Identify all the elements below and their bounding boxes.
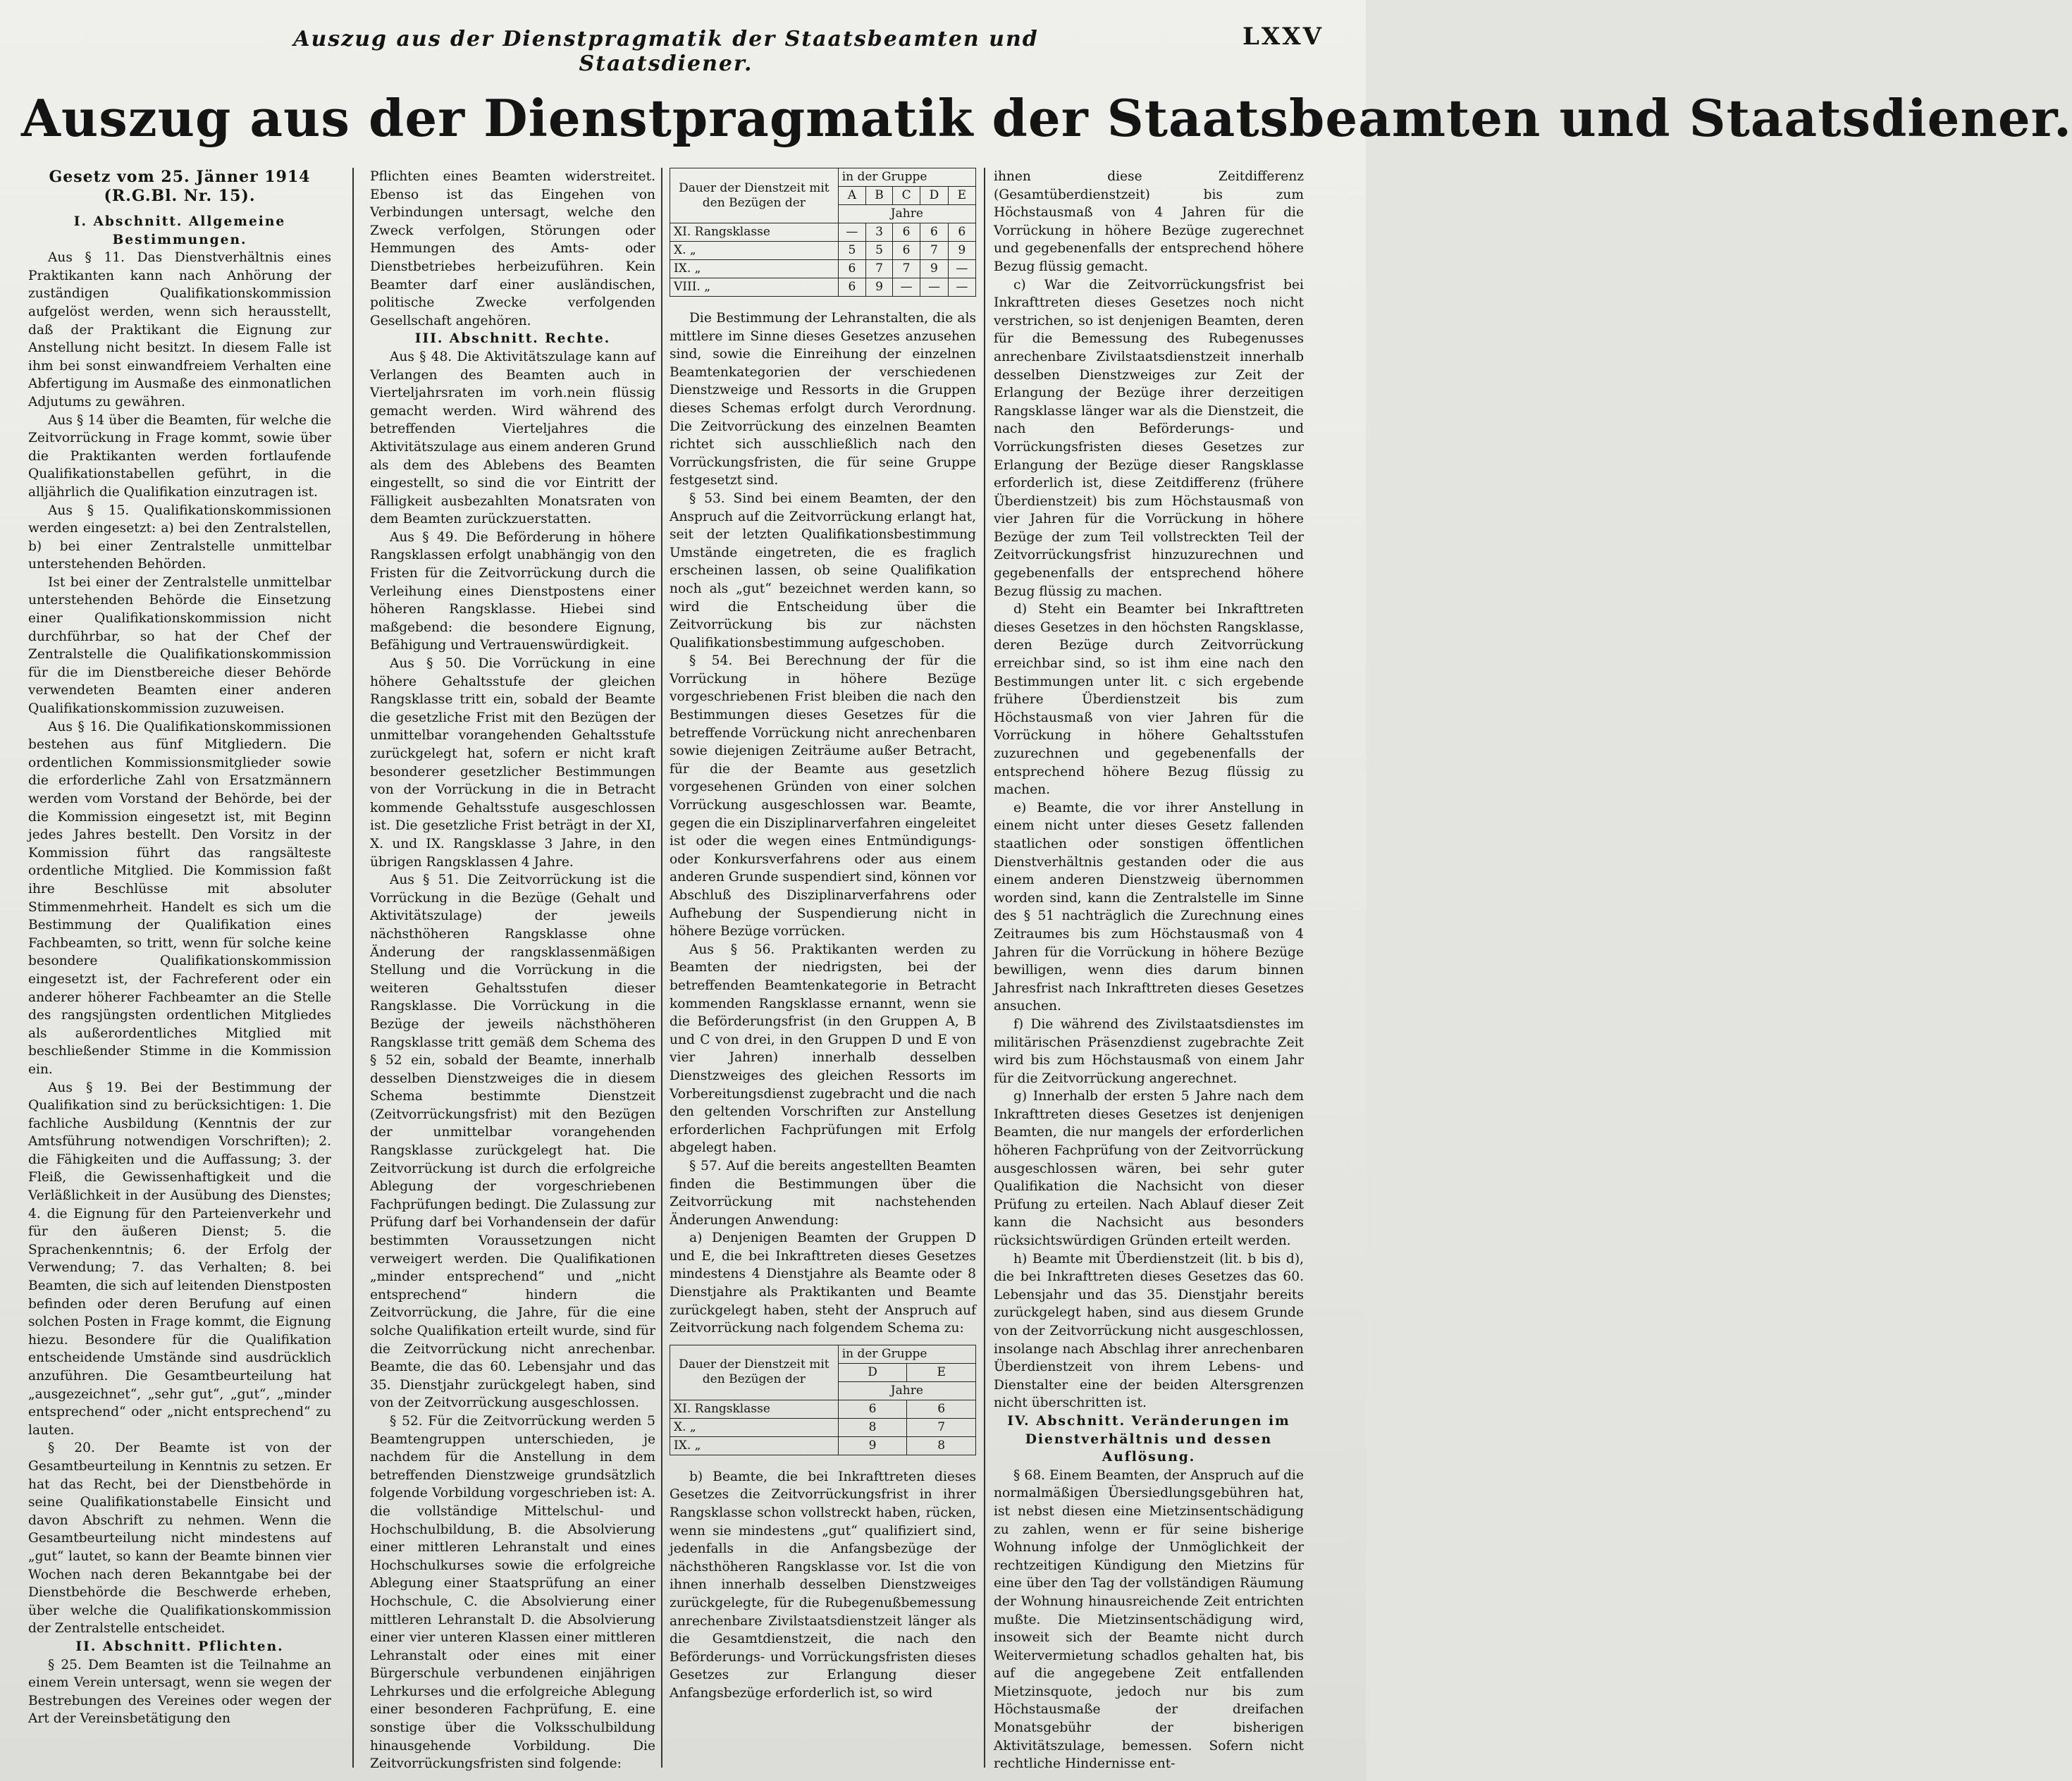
paragraph: a) Denjenigen Beamten der Gruppen D und E, die bei Inkrafttreten dieses Gesetzes mindestens 4 Dienstjahre als Beamte oder 8 Dienstjahre als Praktikanten und Beamte zurückgelegt haben, steht der Anspruch auf Zeitvorrückung nach folgendem Schema zu: (670, 1231, 976, 1336)
table-head: Jahre (838, 205, 975, 223)
table-cell: IX. „ (670, 260, 839, 278)
table-cell: 6 (838, 1400, 907, 1418)
paragraph: Ist bei einer der Zentralstelle unmittelbar unterstehenden Behörde die Einsetzung einer Qualifikationskommission nicht durchführbar, so hat der Chef der Zentralstelle die Qualifikationskommission für die im Dienstbereiche dieser Behörde verwendeten Beamten einer anderen Qualifikationskommission zuzuweisen. (28, 574, 331, 717)
table-cell: 7 (892, 260, 920, 278)
table-head: D (920, 187, 948, 205)
table-cell: 5 (838, 242, 865, 260)
paragraph: Pflichten eines Beamten widerstreitet. Ebenso ist das Eingehen von Verbindungen untersagt, welche den Zweck verfolgen, Störungen oder Hemmungen des Amts- oder Dienstbetriebes herbeizuführen. Kein Beamter darf einer ausländischen, politische Zwecke verfolgenden Gesellschaft angehören. (370, 169, 655, 328)
paragraph: § 53. Sind bei einem Beamten, der den Anspruch auf die Zeitvorrückung erlangt hat, seit der letzten Qualifikationsbestimmung Umstände eingetreten, die es fraglich erscheinen lassen, ob seine Qualifikation noch als „gut“ bezeichnet werden kann, so wird die Entscheidung über die Zeitvorrückung bis zur nächsten Qualifikationsbestimmung aufgeschoben. (670, 491, 976, 651)
paragraph: Aus § 56. Praktikanten werden zu Beamten der niedrigsten, bei der betreffenden Beamtenkategorie in Betracht kommenden Rangsklasse ernannt, wenn sie die Beförderungsfrist (in den Gruppen A, B und C von drei, in den Gruppen D und E von vier Jahren) innerhalb desselben Dienstzweiges des gleichen Ressorts im Vorbereitungsdienst zugebracht und die nach den geltenden Vorschriften zur Anstellung erforderlichen Fachprüfungen mit Erfolg abgelegt haben. (670, 942, 976, 1156)
paragraph: ihnen diese Zeitdifferenz (Gesamtüberdienstzeit) bis zum Höchstausmaß von 4 Jahren für die Vorrückung in höhere Bezüge zugerechnet und gegebenenfalls der entsprechend höhere Bezug flüssig gemacht. (994, 169, 1304, 274)
table-head: B (866, 187, 893, 205)
schedule-table-1 (670, 168, 976, 297)
table-cell: VIII. „ (670, 278, 839, 297)
paragraph: § 25. Dem Beamten ist die Teilnahme an einem Verein untersagt, wenn sie wegen der Bestrebungen des Vereines oder wegen der Art der Vereinsbetätigung den (28, 1657, 331, 1727)
table-row (670, 1436, 976, 1455)
table-cell: 8 (838, 1418, 907, 1436)
section-heading: IV. Abschnitt. Veränderungen im Dienstverhältnis und dessen Auflösung. (1007, 1413, 1290, 1465)
table-cell: — (892, 278, 920, 297)
table-cell: IX. „ (670, 1436, 839, 1455)
column-divider (984, 168, 985, 1768)
table-cell: 6 (892, 242, 920, 260)
paragraph: § 20. Der Beamte ist von der Gesamtbeurteilung in Kenntnis zu setzen. Er hat das Recht, bei der Dienstbehörde in seine Qualifikationstabelle Einsicht und davon Abschrift zu nehmen. Wenn die Gesamtbeurteilung nicht mindestens auf „gut“ lautet, so kann der Beamte binnen vier Wochen nach deren Bekanntgabe bei der Dienstbehörde die Beschwerde erheben, über welche die Qualifikationskommission der Zentralstelle entscheidet. (28, 1441, 331, 1637)
table-cell: XI. Rangsklasse (670, 223, 839, 242)
table-cell: XI. Rangsklasse (670, 1400, 839, 1418)
table-cell: 9 (920, 260, 948, 278)
section-heading: II. Abschnitt. Pflichten. (75, 1639, 284, 1654)
table-head: C (892, 187, 920, 205)
column-divider (661, 168, 662, 1768)
table-cell: 7 (866, 260, 893, 278)
table-head: in der Gruppe (838, 168, 975, 187)
paragraph: Aus § 50. Die Vorrückung in eine höhere Gehaltsstufe der gleichen Rangsklasse tritt ein, sobald der Beamte die gesetzliche Frist mit den Bezügen der unmittelbar vorangehenden Gehaltsstufe zurückgelegt hat, sofern er nicht kraft besonderer gesetzlicher Bestimmungen von der Vorrückung in die in Betracht kommende Gehaltsstufe ausgeschlossen ist. Die gesetzliche Frist beträgt in der XI, X. und IX. Rangsklasse 3 Jahre, in den übrigen Rangsklassen 4 Jahre. (370, 656, 655, 870)
paragraph: Aus § 48. Die Aktivitätszulage kann auf Verlangen des Beamten auch in Vierteljahrsraten im vorh.nein flüssig gemacht werden. Wird während des betreffenden Vierteljahres die Aktivitätszulage aus einem anderen Grund als dem des Ablebens des Beamten eingestellt, so sind die vor Eintritt der Fälligkeit ausbezahlten Monatsraten von dem Beamten zurückzuerstatten. (370, 349, 655, 527)
table-cell: 9 (838, 1436, 907, 1455)
table-cell: 6 (948, 223, 975, 242)
table-cell: 6 (892, 223, 920, 242)
table-cell: — (948, 278, 975, 297)
paragraph: § 54. Bei Berechnung der für die Vorrückung in höhere Bezüge vorgeschriebenen Frist bleiben die nach den Bestimmungen dieses Gesetzes für die betreffende Vorrückung nicht anrechenbaren sowie diejenigen Zeiträume außer Betracht, für die der Beamte aus gesetzlich vorgesehenen Gründen von einer solchen Vorrückung ausgeschlossen war. Beamte, gegen die ein Disziplinarverfahren eingeleitet ist oder die wegen eines Entmündigungs- oder Konkursverfahrens oder aus einem anderen Grunde suspendiert sind, können vor Abschluß des Disziplinarverfahrens oder Aufhebung der Suspendierung nicht in höhere Bezüge vorrücken. (670, 653, 976, 939)
table-cell: — (838, 223, 865, 242)
table-head: A (838, 187, 865, 205)
table-cell: — (920, 278, 948, 297)
table-row (670, 260, 976, 278)
paragraph: h) Beamte mit Überdienstzeit (lit. b bis d), die bei Inkrafttreten dieses Gesetzes das 60. Lebensjahr und das 35. Dienstjahr bereits zurückgelegt haben, sind aus diesem Grunde von der Zeitvorrückung nicht ausgeschlossen, insolange nach Abschlag ihrer anrechenbaren Überdienstzeit von ihrem Lebens- und Dienstalter eine der beiden Altersgrenzen nicht überschritten ist. (994, 1251, 1304, 1411)
paragraph: Aus § 15. Qualifikationskommissionen werden eingesetzt: a) bei den Zentralstellen, b) bei einer Zentralstelle unmittelbar unterstehenden Behörden. (28, 503, 331, 572)
table-cell: 7 (907, 1418, 976, 1436)
paragraph: d) Steht ein Beamter bei Inkrafttreten dieses Gesetzes in den höchsten Rangsklasse, deren Bezüge durch Zeitvorrückung erreichbar sind, so ist ihm eine nach den Bestimmungen unter lit. c sich ergebende frühere Überdienstzeit bis zum Höchstausmaß von vier Jahren für die Vorrückung in höhere Gehaltsstufen zuzurechnen und gegebenenfalls der entsprechend höhere Bezug flüssig zu machen. (994, 602, 1304, 798)
text-column-1 (28, 168, 331, 1768)
table-head: Dauer der Dienstzeit mit den Bezügen der (670, 168, 839, 223)
section-heading: I. Abschnitt. Allgemeine Bestimmungen. (73, 214, 286, 247)
paragraph: § 68. Einem Beamten, der Anspruch auf die normalmäßigen Übersiedlungsgebühren hat, ist nebst diesen eine Mietzinsentschädigung zu zahlen, wenn er für seine bisherige Wohnung infolge der Unmöglichkeit der rechtzeitigen Kündigung den Mietzins für eine über den Tag der vollständigen Räumung der Wohnung hinausreichende Zeit entrichten mußte. Die Mietzinsentschädigung wird, insoweit sich der Beamte nicht durch Weitervermietung schadlos gehalten hat, bis auf die angegebene Zeit entfallenden Mietzinsquote, jedoch nur bis zum Höchstausmaße der dreifachen Monatsgebühr der bisherigen Aktivitätszulage, bemessen. Sofern nicht rechtliche Hindernisse ent- (994, 1467, 1304, 1772)
table-cell: 6 (907, 1400, 976, 1418)
paragraph: § 57. Auf die bereits angestellten Beamten finden die Bestimmungen über die Zeitvorrückung mit nachstehenden Änderungen Anwendung: (670, 1158, 976, 1228)
page-number: LXXV (1242, 23, 1324, 51)
paragraph: g) Innerhalb der ersten 5 Jahre nach dem Inkrafttreten dieses Gesetzes ist denjenigen Beamten, die nur mangels der erforderlichen höheren Fachprüfung von der Zeitvorrückung ausgeschlossen wären, bei sehr guter Qualifikation die Nachsicht von dieser Prüfung zu erteilen. Nach Ablauf dieser Zeit kann die Nachsicht aus besonders rücksichtswürdigen Gründen erteilt werden. (994, 1089, 1304, 1249)
table-cell: X. „ (670, 242, 839, 260)
paragraph: Aus § 14 über die Beamten, für welche die Zeitvorrückung in Frage kommt, sowie über die Praktikanten werden fortlaufende Qualifikationstabellen geführt, in die alljährlich die Qualifikation einzutragen ist. (28, 412, 331, 500)
text-column-3 (670, 168, 976, 1768)
table-row (670, 278, 976, 297)
table-head: D (838, 1363, 907, 1381)
table-cell: 8 (907, 1436, 976, 1455)
column-divider (352, 168, 354, 1768)
table-cell: 9 (948, 242, 975, 260)
text-column-2 (370, 168, 655, 1772)
paragraph: Aus § 49. Die Beförderung in höhere Rangsklassen erfolgt unabhängig von den Fristen für die Zeitvorrückung durch die Verleihung eines Dienstpostens einer höheren Rangsklasse. Hiebei sind maßgebend: die besondere Eignung, Befähigung und Vertrauenswürdigkeit. (370, 529, 655, 653)
table-row (670, 223, 976, 242)
table-cell: 5 (866, 242, 893, 260)
table-cell: X. „ (670, 1418, 839, 1436)
text-column-4 (994, 168, 1304, 1772)
paragraph: Aus § 19. Bei der Bestimmung der Qualifikation sind zu berücksichtigen: 1. Die fachliche Ausbildung (Kenntnis der zur Amtsführung notwendigen Vorschriften); 2. die Fähigkeiten und die Auffassung; 3. der Fleiß, die Gewissenhaftigkeit und die Verläßlichkeit in der Ausübung des Dienstes; 4. die Eignung für den Parteienverkehr und für den äußeren Dienst; 5. die Sprachenkenntnis; 6. der Erfolg der Verwendung; 7. das Verhalten; 8. bei Beamten, die sich auf leitenden Dienstposten befinden oder deren Berufung auf einen solchen Posten in Frage kommt, die Eignung hiezu. Besondere für die Qualifikation entscheidende Umstände sind ausdrücklich anzuführen. Die Gesamtbeurteilung hat „ausgezeichnet“, „sehr gut“, „gut“, „minder entsprechend“ oder „nicht entsprechend“ zu lauten. (28, 1080, 331, 1438)
table-head: Jahre (838, 1381, 975, 1400)
table-head: E (948, 187, 975, 205)
paragraph: Die Bestimmung der Lehranstalten, die als mittlere im Sinne dieses Gesetzes anzusehen sind, sowie die Einreihung der einzelnen Beamtenkategorien der verschiedenen Dienstzweige und Ressorts in die Gruppen dieses Schemas erfolgt durch Verordnung. Die Zeitvorrückung des einzelnen Beamten richtet sich ausschließlich nach den Vorrückungsfristen, die für seine Gruppe festgesetzt sind. (670, 311, 976, 488)
table-row (670, 242, 976, 260)
paragraph: Aus § 11. Das Dienstverhältnis eines Praktikanten kann nach Anhörung der zuständigen Qualifikationskommission aufgelöst werden, wenn sich herausstellt, daß der Praktikant die Eignung zur Anstellung nicht besitzt. In diesem Falle ist ihm bei sonst einwandfreiem Verhalten eine Abfertigung im Ausmaße des einmonatlichen Adjutums zu gewähren. (28, 250, 331, 409)
table-cell: 6 (838, 278, 865, 297)
table-head: Dauer der Dienstzeit mit den Bezügen der (670, 1345, 839, 1400)
table-cell: 6 (920, 223, 948, 242)
table-cell: 3 (866, 223, 893, 242)
table-cell: 6 (838, 260, 865, 278)
schedule-table-2 (670, 1345, 976, 1455)
table-head: E (907, 1363, 976, 1381)
table-cell: 9 (866, 278, 893, 297)
page-title: Auszug aus der Dienstpragmatik der Staatsbeamten und Staatsdiener. (21, 88, 2072, 148)
paragraph: § 52. Für die Zeitvorrückung werden 5 Beamtengruppen unterschieden, je nachdem für die Anstellung in dem betreffenden Dienstzweige grundsätzlich folgende Vorbildung vorgeschrieben ist: A. die vollständige Mittelschul- und Hochschulbildung, B. die Absolvierung einer mittleren Lehranstalt und eines Hochschulkurses sowie die erfolgreiche Ablegung einer Staatsprüfung an einer Hochschule, C. die Absolvierung einer mittleren Lehranstalt D. die Absolvierung einer vier unteren Klassen einer mittleren Lehranstalt oder eines mit einer Bürgerschule verbundenen einjährigen Lehrkurses und die erfolgreiche Ablegung einer besonderen Fachprüfung, E. eine sonstige über die Volksschulbildung hinausgehende Vorbildung. Die Zeitvorrückungsfristen sind folgende: (370, 1413, 655, 1772)
table-row (670, 1400, 976, 1418)
paragraph: Aus § 51. Die Zeitvorrückung ist die Vorrückung in die Bezüge (Gehalt und Aktivitätszulage) der jeweils nächsthöheren Rangsklasse ohne Änderung der rangsklassenmäßigen Stellung und die Vorrückung in die weiteren Gehaltsstufen dieser Rangsklasse. Die Vorrückung in die Bezüge der jeweils nächsthöheren Rangsklasse tritt gemäß dem Schema des § 52 ein, sobald der Beamte, innerhalb desselben Dienstzweiges die in diesem Schema bestimmte Dienstzeit (Zeitvorrückungsfrist) mit den Bezügen der unmittelbar vorangehenden Rangsklasse zurückgelegt hat. Die Zeitvorrückung ist durch die erfolgreiche Ablegung der vorgeschriebenen Fachprüfungen bedingt. Die Zulassung zur Prüfung darf bei Vorhandensein der dafür bestimmten Voraussetzungen nicht verweigert werden. Die Qualifikationen „minder entsprechend“ und „nicht entsprechend“ hindern die Zeitvorrückung, die Jahre, für die eine solche Qualifikation erteilt wurde, sind für die Zeitvorrückung nicht anrechenbar. Beamte, die das 60. Lebensjahr und das 35. Dienstjahr zurückgelegt haben, sind von der Zeitvorrückung ausgeschlossen. (370, 873, 655, 1411)
paragraph: b) Beamte, die bei Inkrafttreten dieses Gesetzes die Zeitvorrückungsfrist in ihrer Rangsklasse schon vollstreckt haben, rücken, wenn sie mindestens „gut“ qualifiziert sind, jedenfalls in die Anfangsbezüge der nächsthöheren Rangsklasse vor. Ist die von ihnen innerhalb desselben Dienstzweiges zurückgelegte, für die Rubegenußbemessung anrechenbare Zivilstaatsdienstzeit länger als die Gesamtdienstzeit, die nach den Beförderungs- und Vorrückungsfristen dieses Gesetzes zur Erlangung dieser Anfangsbezüge erforderlich ist, so wird (670, 1469, 976, 1701)
table-cell: — (948, 260, 975, 278)
law-reference: Gesetz vom 25. Jänner 1914 (R.G.Bl. Nr. 15). (49, 168, 311, 205)
paragraph: e) Beamte, die vor ihrer Anstellung in einem nicht unter dieses Gesetz fallenden staatlichen oder sonstigen öffentlichen Dienstverhältnis gestanden oder die aus einem anderen Dienstzweig übernommen worden sind, kann die Zentralstelle im Sinne des § 51 nachträglich die Zurechnung eines Zeitraumes bis zum Höchstausmaß von 4 Jahren für die Vorrückung in höhere Bezüge bewilligen, wenn dies darum binnen Jahresfrist nach Inkrafttreten dieses Gesetzes ansuchen. (994, 800, 1304, 1014)
table-cell: 7 (920, 242, 948, 260)
table-head: in der Gruppe (838, 1345, 975, 1363)
paragraph: Aus § 16. Die Qualifikationskommissionen bestehen aus fünf Mitgliedern. Die ordentlichen Kommissionsmitglieder sowie die erforderliche Zahl von Ersatzmännern werden vom Vorstand der Behörde, bei der die Kommission eingesetzt ist, mit Beginn jedes Jahres bestellt. Den Vorsitz in der Kommission führt das rangsälteste ordentliche Mitglied. Die Kommission faßt ihre Beschlüsse mit absoluter Stimmenmehrheit. Handelt es sich um die Bestimmung der Qualifikation eines Fachbeamten, so tritt, wenn für solche keine besondere Qualifikationskommission eingesetzt ist, der Fachreferent oder ein anderer höherer Fachbeamter an die Stelle des rangsjüngsten ordentlichen Mitgliedes als außerordentliches Mitglied mit beschließender Stimme in die Kommission ein. (28, 719, 331, 1077)
paragraph: f) Die während des Zivilstaatsdienstes im militärischen Präsenzdienst zugebrachte Zeit wird bis zum Höchstausmaß von einem Jahr für die Zeitvorrückung angerechnet. (994, 1016, 1304, 1086)
paragraph: c) War die Zeitvorrückungsfrist bei Inkrafttreten dieses Gesetzes noch nicht verstrichen, so ist denjenigen Beamten, deren für die Bemessung des Rubegenusses anrechenbare Zivilstaatsdienstzeit innerhalb desselben Dienstzweiges zur Zeit der Erlangung der Bezüge ihrer derzeitigen Rangsklasse länger war als die Dienstzeit, die nach den Beförderungs- und Vorrückungsfristen dieses Gesetzes zur Erlangung der Bezüge dieser Rangsklasse erforderlich ist, diese Zeitdifferenz (frühere Überdienstzeit) bis zum Höchstausmaß von vier Jahren für die Vorrückung in höhere Bezüge der zum Teil vollstreckten Teil der Zeitvorrückungsfrist hinzuzurechnen und gegebenenfalls der entsprechend höhere Bezug flüssig zu machen. (994, 277, 1304, 599)
section-heading: III. Abschnitt. Rechte. (414, 331, 611, 347)
table-row (670, 1418, 976, 1436)
running-head: Auszug aus der Dienstpragmatik der Staatsbeamten und Staatsdiener. (293, 27, 1039, 76)
